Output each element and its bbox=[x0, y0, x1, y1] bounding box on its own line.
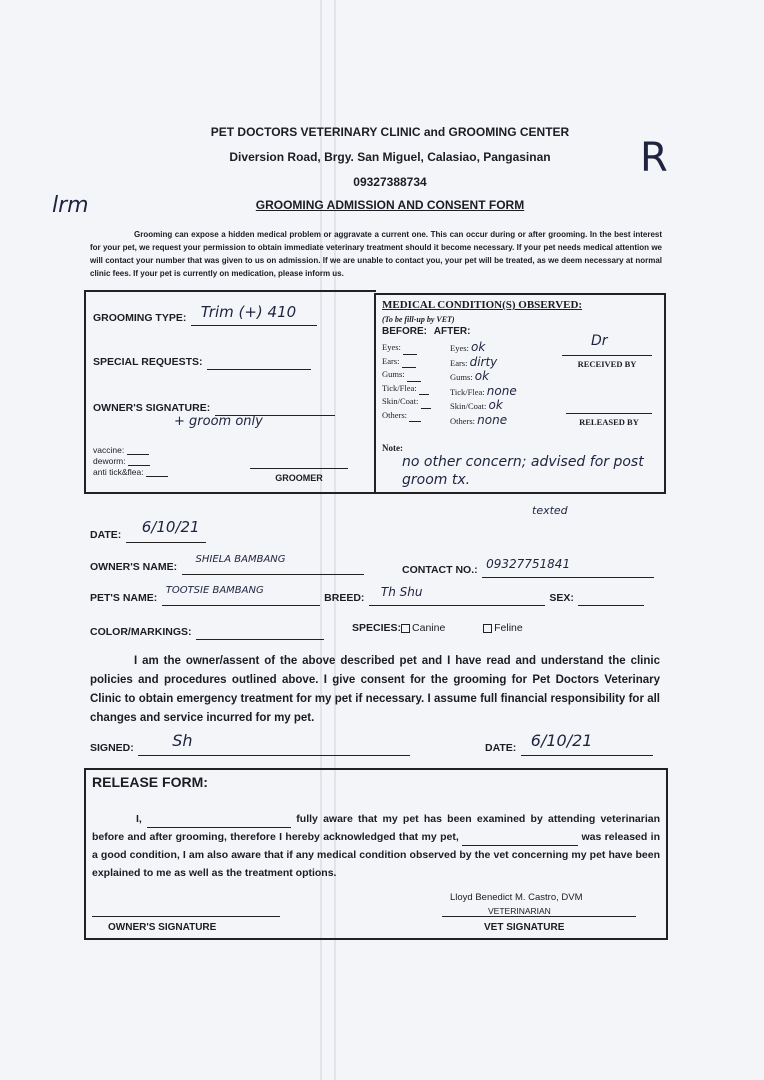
after-ears-value: dirty bbox=[469, 354, 498, 369]
clinic-address: Diversion Road, Brgy. San Miguel, Calasiao, Pangasinan bbox=[229, 150, 551, 164]
released-by-label: RELEASED BY bbox=[579, 417, 639, 427]
sex-label: SEX: bbox=[549, 592, 574, 604]
pet-name-value: TOOTSIE BAMBANG bbox=[165, 585, 264, 596]
grooming-box bbox=[84, 290, 376, 494]
intro-text: Grooming can expose a hidden medical problem or aggravate a current one. This can occur during or after grooming. In the best interest for your pet, we request your permission to obtain immediate veterinary treatment should it become necessary. If your pet needs medical attention we will contact your number that was given to us on admission. If we are unable to contact you, your pet will be treated, as we deem necessary at normal clinic fees. If your pet is currently on medication, please inform us. bbox=[90, 230, 662, 278]
canine-label: Canine bbox=[412, 622, 446, 634]
deworm-label: deworm: bbox=[93, 456, 126, 466]
before-skin: Skin/Coat: bbox=[382, 396, 419, 406]
release-text-1: I, bbox=[136, 813, 142, 825]
before-eyes: Eyes: bbox=[382, 342, 401, 352]
after-gums-value: ok bbox=[474, 369, 490, 383]
vet-signature-line[interactable] bbox=[442, 916, 636, 917]
after-others-value: none bbox=[477, 412, 508, 427]
margin-note-right: R bbox=[640, 135, 668, 181]
feline-label: Feline bbox=[494, 622, 523, 634]
anti-tick-field[interactable] bbox=[146, 476, 168, 477]
anti-tick-label: anti tick&flea: bbox=[93, 467, 144, 477]
received-by-label: RECEIVED BY bbox=[577, 359, 637, 369]
date-value: 6/10/21 bbox=[141, 518, 200, 536]
before-label: BEFORE: bbox=[382, 326, 427, 337]
before-others-field[interactable] bbox=[409, 421, 421, 422]
owner-name-value: SHIELA BAMBANG bbox=[195, 554, 286, 565]
vaccine-field[interactable] bbox=[127, 454, 149, 455]
medical-title: MEDICAL CONDITION(S) OBSERVED: bbox=[382, 299, 583, 311]
after-eyes-value: ok bbox=[471, 340, 486, 354]
note-signature: texted bbox=[532, 504, 568, 517]
after-others-label: Others: bbox=[450, 415, 476, 426]
date-field[interactable] bbox=[126, 518, 206, 543]
note-label: Note: bbox=[382, 443, 403, 453]
color-markings-field[interactable] bbox=[196, 625, 324, 640]
signed-date-field[interactable] bbox=[521, 731, 653, 756]
grooming-type-field[interactable] bbox=[191, 303, 317, 326]
before-tick: Tick/Flea: bbox=[382, 382, 417, 393]
received-by-line[interactable] bbox=[562, 355, 652, 356]
color-markings-label: COLOR/MARKINGS: bbox=[90, 626, 192, 638]
after-skin-label: Skin/Coat: bbox=[450, 401, 487, 411]
signed-field[interactable] bbox=[138, 731, 410, 756]
release-owner-name-field[interactable] bbox=[147, 827, 291, 828]
species-label: SPECIES: bbox=[352, 622, 402, 634]
canine-checkbox[interactable] bbox=[401, 624, 410, 633]
after-ears-label: Ears: bbox=[450, 357, 468, 368]
grooming-type-value: Trim (+) 410 bbox=[200, 303, 297, 321]
after-label: AFTER: bbox=[433, 326, 471, 337]
after-gums-label: Gums: bbox=[450, 372, 473, 382]
margin-note-left: lrm bbox=[52, 193, 89, 218]
release-title: RELEASE FORM: bbox=[92, 774, 208, 790]
pet-name-field[interactable] bbox=[162, 585, 320, 606]
date-label: DATE: bbox=[90, 529, 122, 541]
signed-label: SIGNED: bbox=[90, 742, 134, 754]
before-others: Others: bbox=[382, 409, 408, 420]
before-list bbox=[382, 341, 431, 422]
owner-signature-line[interactable] bbox=[92, 916, 280, 917]
form-title: GROOMING ADMISSION AND CONSENT FORM bbox=[255, 198, 525, 212]
vet-signature-label: VET SIGNATURE bbox=[484, 922, 565, 933]
owner-name-field[interactable] bbox=[182, 554, 364, 575]
clinic-name: PET DOCTORS VETERINARY CLINIC and GROOMING CENTER bbox=[210, 125, 570, 139]
release-text bbox=[92, 810, 660, 882]
medical-box bbox=[374, 293, 666, 494]
after-list bbox=[450, 341, 517, 428]
owner-name-label: OWNER'S NAME: bbox=[90, 561, 178, 573]
release-box bbox=[84, 768, 668, 940]
before-skin-field[interactable] bbox=[421, 408, 431, 409]
breed-value: Th Shu bbox=[380, 585, 423, 599]
breed-label: BREED: bbox=[324, 592, 365, 604]
after-tick-label: Tick/Flea: bbox=[450, 386, 485, 397]
after-tick-value: none bbox=[486, 383, 517, 398]
after-skin-value: ok bbox=[488, 398, 503, 412]
before-ears: Ears: bbox=[382, 355, 400, 366]
release-owner-signature-label: OWNER'S SIGNATURE bbox=[108, 922, 217, 933]
consent-text: I am the owner/assent of the above described pet and I have read and understand the clinic policies and procedures outlined above. I give consent for the grooming for Pet Doctors Veterinary Clinic to obtain emergency treatment for my pet if necessary. I assume full financial responsibility for all changes and service incurred for my pet. bbox=[90, 655, 660, 724]
groomer-line[interactable] bbox=[250, 468, 348, 469]
clinic-phone: 09327388734 bbox=[353, 175, 427, 189]
release-pet-name-field[interactable] bbox=[462, 845, 578, 846]
vet-title: VETERINARIAN bbox=[488, 906, 551, 916]
contact-label: CONTACT NO.: bbox=[402, 564, 478, 576]
release-text-3: was released in a good condition, I am also aware that if any medical condition observed by the vet concerning my pet have been explained to me as well as the treatment options. bbox=[92, 831, 660, 879]
signed-date-label: DATE: bbox=[485, 742, 517, 754]
released-by-line[interactable] bbox=[566, 413, 652, 414]
contact-value: 09327751841 bbox=[486, 557, 571, 571]
sex-field[interactable] bbox=[578, 591, 644, 606]
groomer-label: GROOMER bbox=[275, 473, 323, 483]
owner-signature-note: + groom only bbox=[174, 414, 263, 429]
feline-checkbox[interactable] bbox=[483, 624, 492, 633]
release-text-2: fully aware that my pet has been examined by attending veterinarian before and after grooming, therefore I hereby acknowledged that my pet, bbox=[92, 813, 660, 843]
contact-field[interactable] bbox=[482, 557, 654, 578]
deworm-field[interactable] bbox=[128, 465, 150, 466]
medical-subtitle: (To be fill-up by VET) bbox=[382, 315, 455, 324]
special-requests-field[interactable] bbox=[207, 355, 311, 370]
after-eyes-label: Eyes: bbox=[450, 343, 469, 353]
note-text: no other concern; advised for post groom tx. bbox=[402, 454, 644, 488]
signed-date-value: 6/10/21 bbox=[530, 731, 593, 750]
special-requests-label: SPECIAL REQUESTS: bbox=[93, 356, 203, 368]
before-gums: Gums: bbox=[382, 369, 405, 379]
vaccine-label: vaccine: bbox=[93, 445, 125, 455]
breed-field[interactable] bbox=[369, 585, 545, 606]
signed-value: Sh bbox=[172, 731, 193, 750]
vet-name: Lloyd Benedict M. Castro, DVM bbox=[450, 892, 583, 903]
received-by-value: Dr bbox=[591, 333, 608, 349]
grooming-type-label: GROOMING TYPE: bbox=[93, 312, 187, 324]
owner-signature-label: OWNER'S SIGNATURE: bbox=[93, 402, 211, 414]
pet-name-label: PET'S NAME: bbox=[90, 592, 158, 604]
